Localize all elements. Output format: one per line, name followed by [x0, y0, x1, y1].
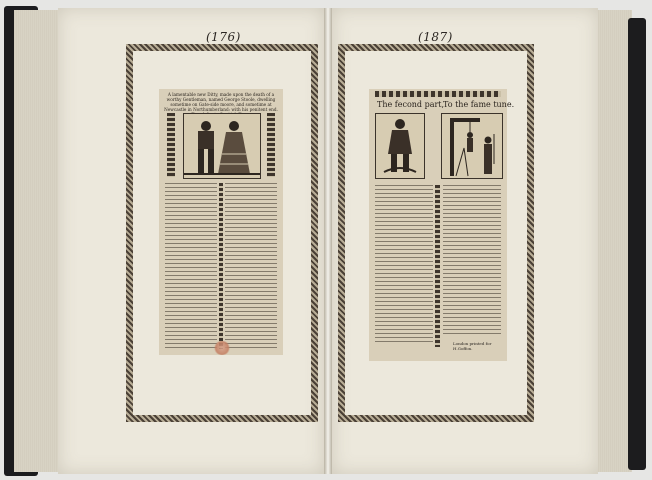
book-gutter [324, 8, 332, 474]
woodcut-gallows-illustration [442, 114, 502, 178]
right-ballad-title-left: The fecond part, [377, 100, 445, 109]
right-page-edges [598, 10, 632, 472]
right-column-divider [435, 185, 440, 347]
left-broadside-sheet [159, 89, 283, 355]
left-woodcut-side-ornament-r [267, 113, 275, 177]
left-page [58, 8, 324, 474]
woodcut-man-illustration [376, 114, 424, 178]
left-verse-column-1 [165, 183, 217, 349]
left-ornamental-border [126, 44, 318, 422]
right-top-ornament [375, 91, 501, 97]
left-ballad-title: A lamentable new Ditty, made upon the death of a worthy Gentleman, named George Stoole, dwelling sometime on Gate-side moore, and sometime at Newcastle in Northumberland: with his penitent end. [164, 92, 278, 112]
right-page-number: (187) [418, 30, 453, 44]
left-page-number: (176) [206, 30, 241, 44]
left-woodcut-couple [183, 113, 261, 179]
right-book-cover [628, 18, 646, 470]
woodcut-figures-illustration [184, 114, 260, 178]
right-page [332, 8, 598, 474]
left-verse-column-2 [225, 183, 277, 349]
right-verse-column-2 [443, 185, 501, 335]
left-woodcut-side-ornament-l [167, 113, 175, 177]
right-woodcut-gallows [441, 113, 503, 179]
library-stamp [213, 341, 231, 355]
right-broadside-sheet [369, 89, 515, 361]
left-page-edges [14, 10, 60, 472]
right-woodcut-man [375, 113, 425, 179]
right-colophon: London printed for H.Goffon. [453, 341, 492, 351]
right-ornamental-border [338, 44, 534, 422]
right-ballad-title-right: To the fame tune. [443, 100, 515, 109]
right-verse-column-1 [375, 185, 433, 345]
left-column-divider [219, 183, 223, 349]
